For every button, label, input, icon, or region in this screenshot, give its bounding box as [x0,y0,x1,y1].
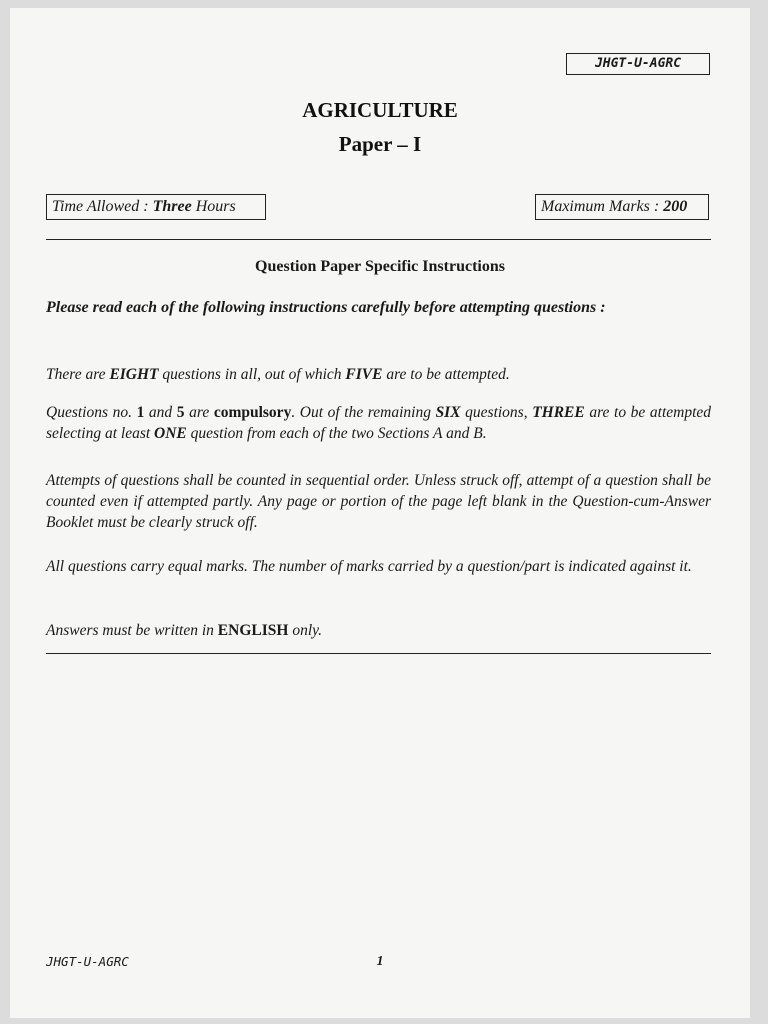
text-part: are to be attempted selecting at least [46,404,712,442]
divider-top [46,239,711,240]
emphasis: EIGHT [109,366,159,383]
instruction-compulsory [46,402,711,444]
emphasis: ENGLISH [217,622,289,639]
text-part: question from each of the two Sections A and B. [186,425,487,442]
emphasis: THREE [532,404,585,421]
emphasis: 1 [136,404,145,421]
instruction-question-count [46,364,711,385]
divider-bottom [46,653,711,654]
instructions-heading: Question Paper Specific Instructions [255,258,505,275]
subject-title: AGRICULTURE [302,98,458,122]
text-part: are [184,404,214,421]
text-part: and [144,404,177,421]
instruction-language [46,620,711,641]
maximum-marks-box [535,194,709,220]
time-label: Time Allowed : [52,198,153,215]
text-part: questions, [460,404,533,421]
emphasis: ONE [154,425,187,442]
paper-title: Paper – I [338,132,422,156]
text-part: are to be attempted. [382,366,510,383]
emphasis: compulsory [213,404,292,421]
instructions-intro: Please read each of the following instructions carefully before attempting questions : [46,299,606,316]
time-value: Three [152,198,192,215]
emphasis: 5 [176,404,185,421]
instruction-marks: All questions carry equal marks. The number of marks carried by a question/part is indicated against it. [46,558,692,575]
text-part: . Out of the remaining [291,404,436,421]
page-number: 1 [376,954,384,969]
emphasis: SIX [435,404,461,421]
text-part: Answers must be written in [46,622,218,639]
marks-label: Maximum Marks : [541,198,664,215]
emphasis: FIVE [345,366,383,383]
exam-page [10,8,750,1018]
text-part: Questions no. [46,404,137,421]
text-part: only. [288,622,323,639]
text-part: questions in all, out of which [158,366,346,383]
footer-paper-code: JHGT-U-AGRC [46,954,129,969]
instruction-attempts: Attempts of questions shall be counted in sequential order. Unless struck off, attempt of a question shall be counted even if attempted partly. Any page or portion of the page left blank in the Question-cum-Answer Booklet must be clearly struck off. [46,472,711,531]
text-part: There are [46,366,110,383]
time-unit: Hours [191,198,236,215]
marks-value: 200 [663,198,688,215]
paper-code-box: JHGT-U-AGRC [566,53,710,75]
time-allowed-box [46,194,266,220]
